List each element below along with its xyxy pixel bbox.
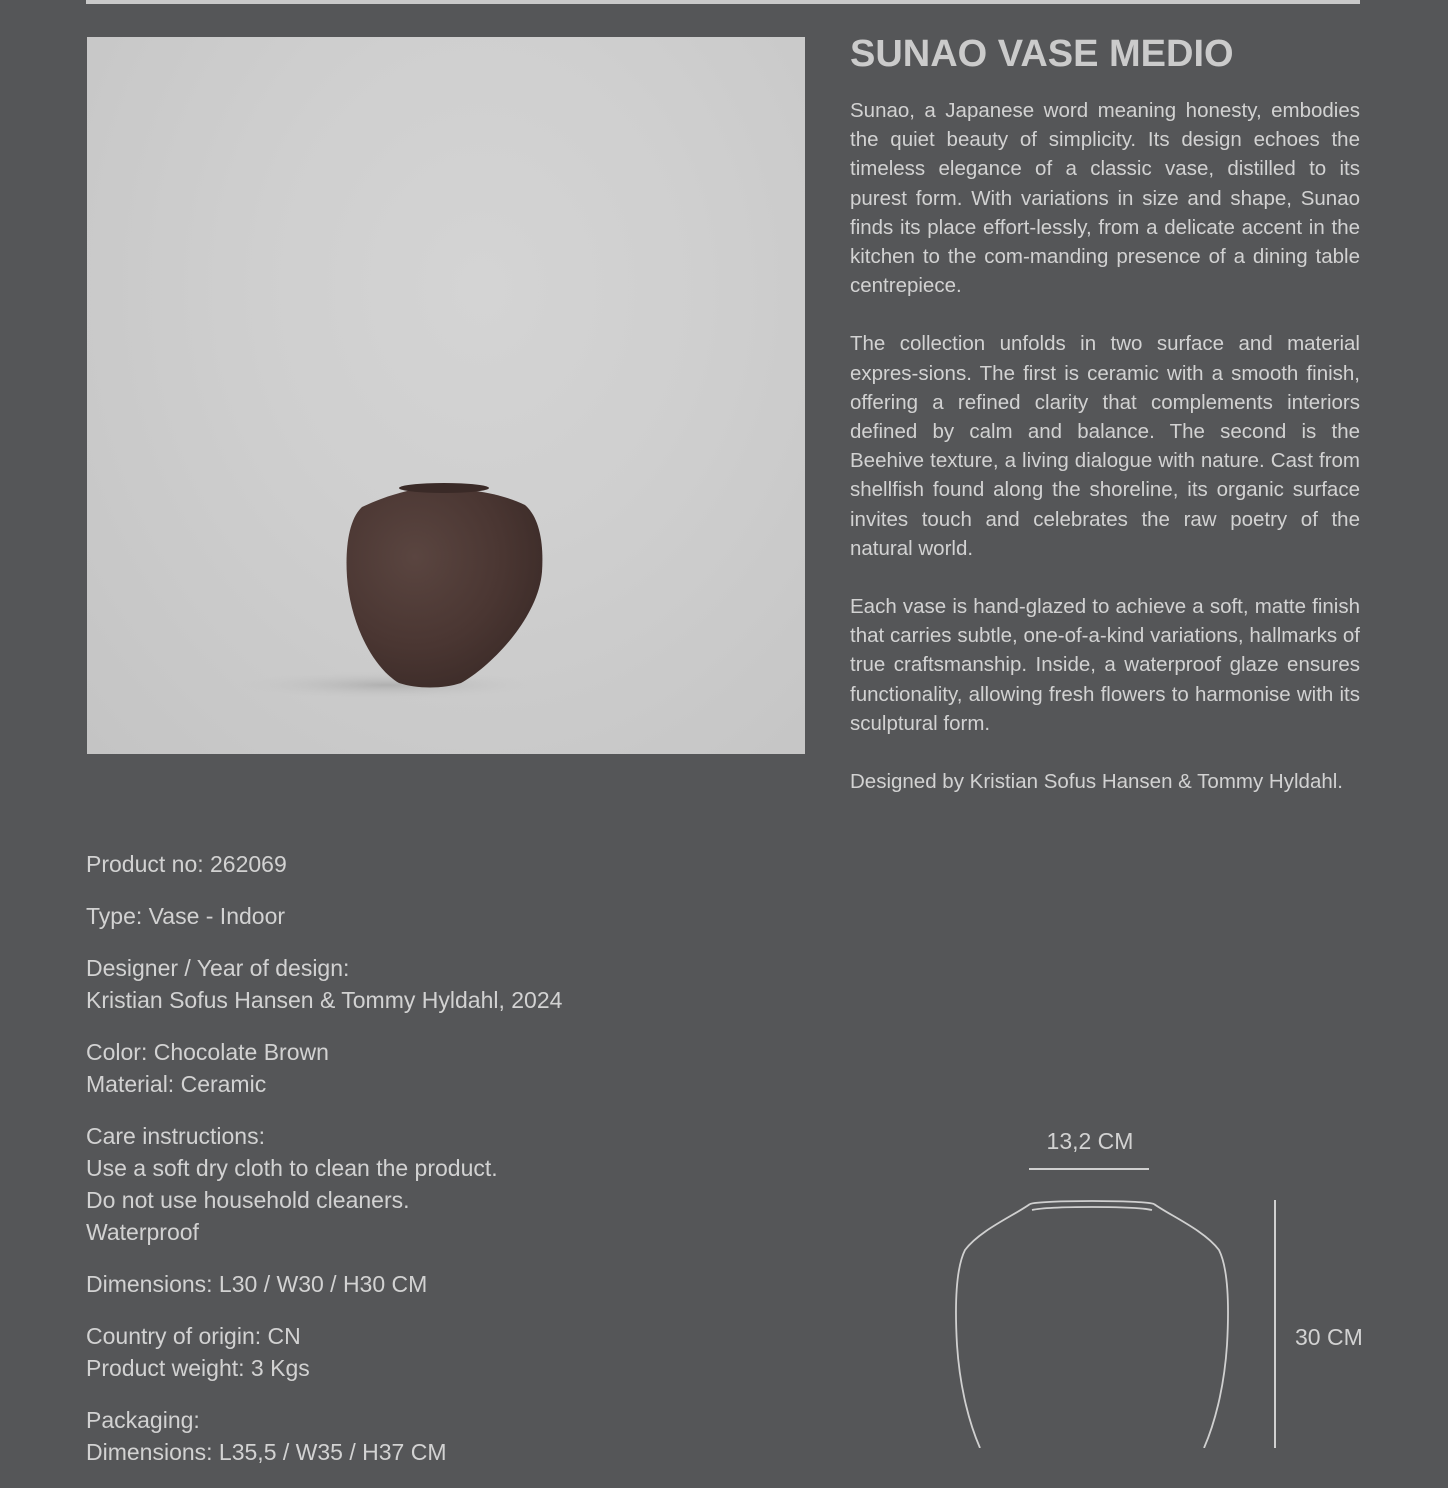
spec-dimensions — [86, 1268, 726, 1300]
designer-value: Kristian Sofus Hansen & Tommy Hyldahl, 2024 — [86, 987, 563, 1013]
vase-line-drawing — [940, 1120, 1390, 1448]
designer-credit: Designed by Kristian Sofus Hansen & Tommy Hyldahl. — [850, 770, 1343, 794]
product-type: Type: Vase - Indoor — [86, 903, 286, 929]
care-line-2: Do not use household cleaners. — [86, 1187, 410, 1213]
packaging-label: Packaging: — [86, 1407, 200, 1433]
vase-photo-illustration — [87, 37, 805, 754]
color-value: Color: Chocolate Brown — [86, 1039, 329, 1065]
spec-product-no — [86, 848, 726, 880]
description-paragraph-1: Sunao, a Japanese word meaning honesty, embodies the quiet beauty of simplicity. Its design echoes the timeless elegance of a classic vase, distilled to its purest form. With variations in size and shape, Sunao finds its place effort-lessly, from a delicate accent in the kitchen to the com-manding presence of a dining table centrepiece. — [850, 99, 1360, 298]
height-dimension-label: 30 CM — [1295, 1324, 1363, 1350]
spec-type — [86, 900, 726, 932]
spec-care — [86, 1120, 726, 1248]
material-value: Material: Ceramic — [86, 1071, 267, 1097]
product-photo — [87, 37, 805, 754]
vase-outline-rim — [1030, 1201, 1154, 1210]
vase-rim — [399, 483, 489, 493]
spec-color-material — [86, 1036, 726, 1100]
spec-origin-weight — [86, 1320, 726, 1384]
weight-value: Product weight: 3 Kgs — [86, 1355, 310, 1381]
product-title: SUNAO VASE MEDIO — [850, 33, 1234, 75]
care-line-1: Use a soft dry cloth to clean the product. — [86, 1155, 498, 1181]
product-specs — [86, 848, 726, 1488]
width-dimension-label: 13,2 CM — [1046, 1128, 1134, 1154]
dimensions-value: Dimensions: L30 / W30 / H30 CM — [86, 1271, 428, 1297]
care-line-3: Waterproof — [86, 1219, 199, 1245]
description-paragraph-3: Each vase is hand-glazed to achieve a soft, matte finish that carries subtle, one-of-a-kind variations, hallmarks of true craftsmanship. Inside, a waterproof glaze ensures functionality, allowing fresh flowers to harmonise with its sculptural form. — [850, 595, 1360, 735]
designer-label: Designer / Year of design: — [86, 955, 350, 981]
packaging-dimensions: Dimensions: L35,5 / W35 / H37 CM — [86, 1439, 447, 1465]
product-number: Product no: 262069 — [86, 851, 287, 877]
spec-packaging — [86, 1404, 726, 1468]
vase-shadow — [237, 671, 537, 699]
description-paragraph-2: The collection unfolds in two surface and material expres-sions. The first is ceramic with a smooth finish, offering a refined clarity that complements interiors defined by calm and balance. The second is the Beehive texture, a living dialogue with nature. Cast from shellfish found along the shoreline, its organic surface invites touch and celebrates the raw poetry of the natural world. — [850, 332, 1360, 560]
top-rule — [86, 0, 1360, 4]
care-label: Care instructions: — [86, 1123, 265, 1149]
vase-outline — [956, 1204, 1228, 1448]
product-description — [850, 96, 1360, 825]
vase-body — [347, 487, 543, 688]
spec-designer — [86, 952, 726, 1016]
origin-value: Country of origin: CN — [86, 1323, 301, 1349]
